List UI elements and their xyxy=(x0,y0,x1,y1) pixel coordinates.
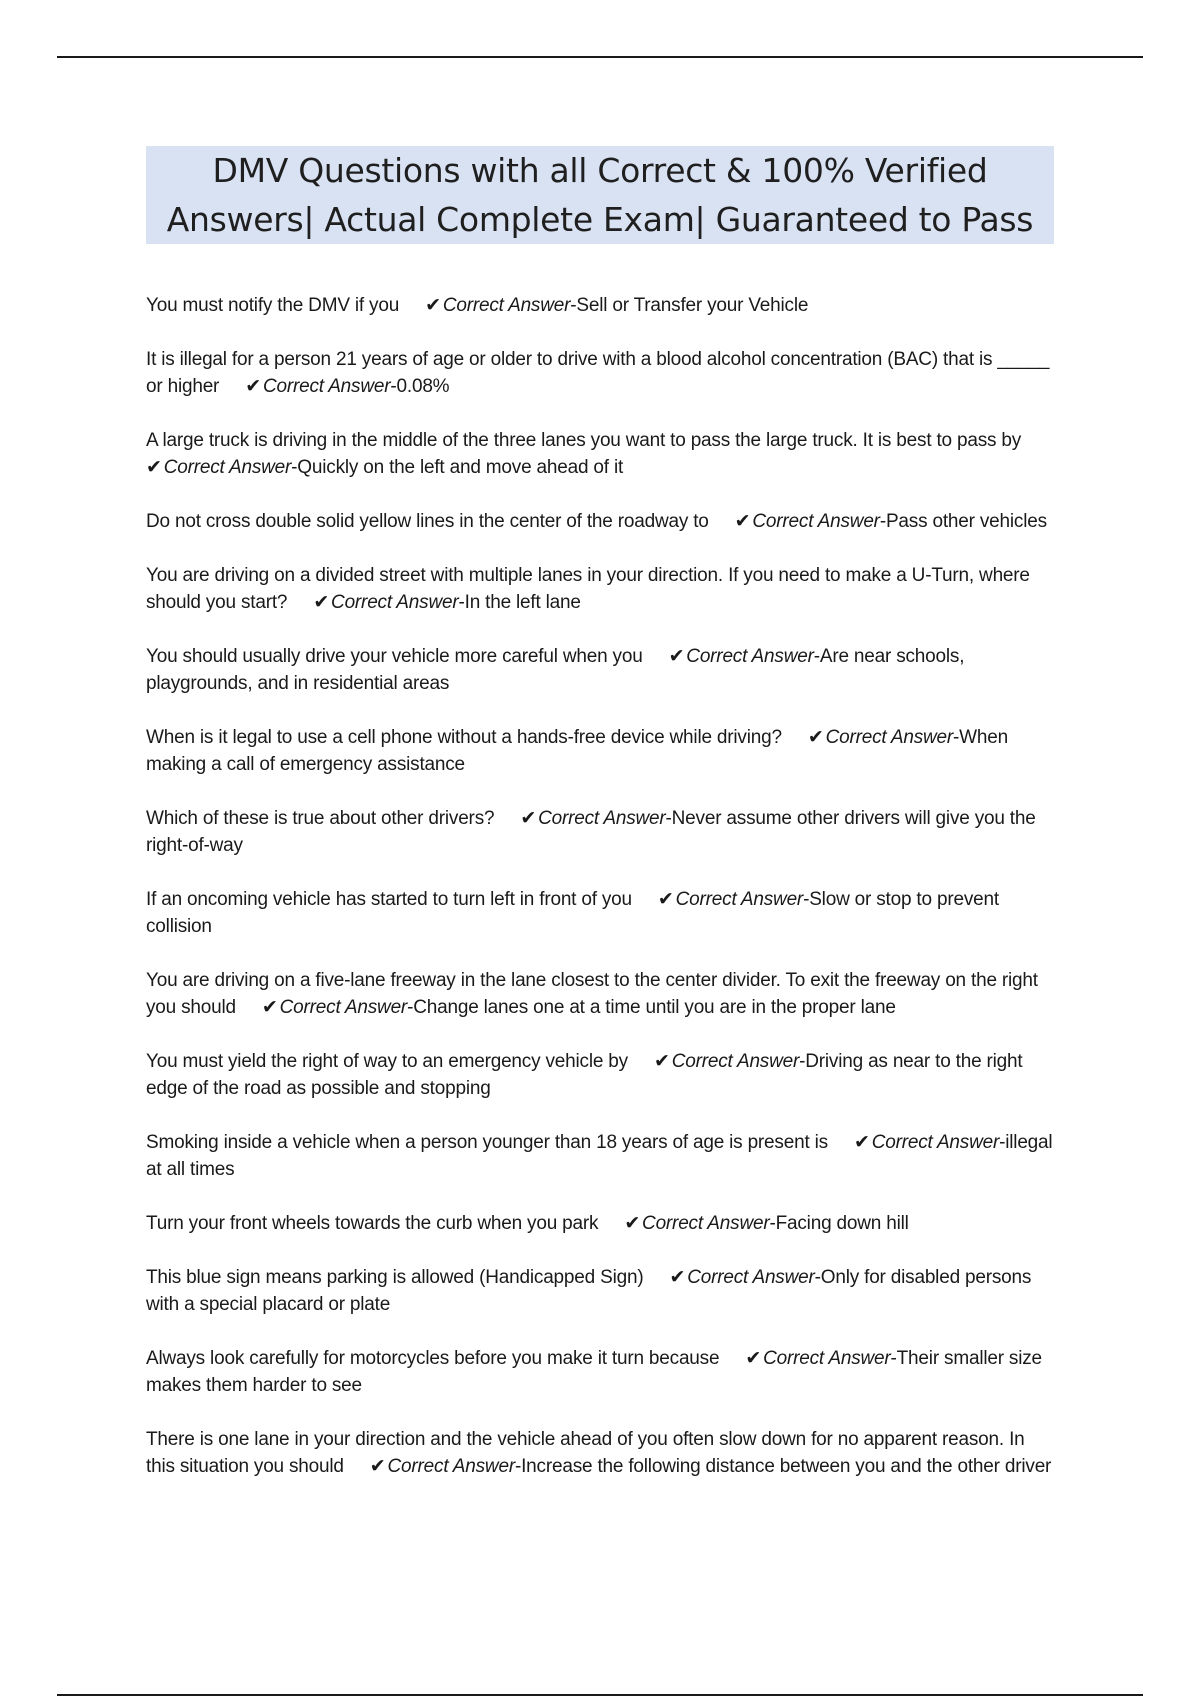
correct-answer-marker: Correct Answer xyxy=(675,889,804,910)
answer-text: Facing down hill xyxy=(775,1213,909,1234)
qa-item: You must notify the DMV if you ✔ Correct Answer-Sell or Transfer your Vehicle xyxy=(146,295,809,316)
title-banner xyxy=(146,146,1054,244)
question-text: There is one lane in your direction and the vehicle ahead of you often slow down for no apparent reason. In this situation you should xyxy=(146,1429,1025,1477)
check-icon: ✔ xyxy=(425,295,441,316)
check-icon: ✔ xyxy=(669,1267,686,1288)
question-text: You must yield the right of way to an emergency vehicle by xyxy=(146,1051,628,1072)
question-text: Smoking inside a vehicle when a person younger than 18 years of age is present is xyxy=(146,1132,828,1153)
qa-item: If an oncoming vehicle has started to turn left in front of you ✔ Correct Answer-Slow or stop to prevent collision xyxy=(146,889,999,937)
correct-answer-marker: Correct Answer xyxy=(279,997,408,1018)
correct-answer-marker: Correct Answer xyxy=(163,457,292,478)
check-icon: ✔ xyxy=(853,1132,870,1153)
question-text: Do not cross double solid yellow lines in the center of the roadway to xyxy=(146,511,709,532)
answer-text: Sell or Transfer your Vehicle xyxy=(576,295,809,316)
answer-text: Quickly on the left and move ahead of it xyxy=(297,457,624,478)
correct-answer-marker: Correct Answer xyxy=(871,1132,1000,1153)
correct-answer-marker: Correct Answer xyxy=(763,1348,891,1369)
qa-item: When is it legal to use a cell phone without a hands-free device while driving? ✔ Correct Answer-When making a call of emergency assistance xyxy=(146,727,1008,775)
check-icon: ✔ xyxy=(146,457,162,478)
check-icon: ✔ xyxy=(520,808,537,829)
answer-text: Are near schools, playgrounds, and in residential areas xyxy=(146,646,965,694)
answer-text: Driving as near to the right edge of the road as possible and stopping xyxy=(146,1051,1023,1099)
correct-answer-marker: Correct Answer xyxy=(687,1267,815,1288)
check-icon: ✔ xyxy=(745,1348,762,1369)
qa-item: This blue sign means parking is allowed (Handicapped Sign) ✔ Correct Answer-Only for disabled persons with a special placard or plate xyxy=(146,1267,1032,1315)
correct-answer-marker: Correct Answer xyxy=(442,295,571,316)
qa-item: It is illegal for a person 21 years of age or older to drive with a blood alcohol concentration (BAC) that is _____ or higher ✔ Correct Answer-0.08% xyxy=(146,349,1050,397)
correct-answer-marker: Correct Answer xyxy=(262,376,391,397)
qa-item: Always look carefully for motorcycles before you make it turn because ✔ Correct Answer-Their smaller size makes them harder to see xyxy=(146,1348,1042,1396)
question-text: It is illegal for a person 21 years of age or older to drive with a blood alcohol concentration (BAC) that is _____ or higher xyxy=(146,349,1050,397)
qa-item: Which of these is true about other drivers? ✔ Correct Answer-Never assume other drivers will give you the right-of-way xyxy=(146,808,1036,856)
answer-text: Increase the following distance between you and the other driver xyxy=(521,1456,1052,1477)
question-text: A large truck is driving in the middle of the three lanes you want to pass the large truck. It is best to pass by xyxy=(146,430,1022,451)
question-text: Which of these is true about other drivers? xyxy=(146,808,495,829)
document-title: DMV Questions with all Correct & 100% Verified Answers| Actual Complete Exam| Guaranteed to Pass xyxy=(166,151,1034,239)
question-text: Always look carefully for motorcycles before you make it turn because xyxy=(146,1348,720,1369)
qa-item: Smoking inside a vehicle when a person younger than 18 years of age is present is ✔ Correct Answer-illegal at all times xyxy=(146,1132,1053,1180)
check-icon: ✔ xyxy=(261,997,278,1018)
question-text: You should usually drive your vehicle more careful when you xyxy=(146,646,643,667)
check-icon: ✔ xyxy=(653,1051,670,1072)
answer-text: Their smaller size makes them harder to see xyxy=(146,1348,1042,1396)
question-text: When is it legal to use a cell phone without a hands-free device while driving? xyxy=(146,727,782,748)
question-text: You are driving on a divided street with multiple lanes in your direction. If you need to make a U-Turn, where should you start? xyxy=(146,565,1030,613)
answer-text: Pass other vehicles xyxy=(885,511,1047,532)
answer-text: Slow or stop to prevent collision xyxy=(146,889,999,937)
question-text: Turn your front wheels towards the curb when you park xyxy=(146,1213,599,1234)
check-icon: ✔ xyxy=(734,511,751,532)
qa-item: There is one lane in your direction and the vehicle ahead of you often slow down for no apparent reason. In this situation you should ✔ Correct Answer-Increase the following distance between you and the other driver xyxy=(146,1429,1052,1477)
correct-answer-marker: Correct Answer xyxy=(642,1213,770,1234)
qa-item: You are driving on a five-lane freeway in the lane closest to the center divider. To exit the freeway on the right you should ✔ Correct Answer-Change lanes one at a time until you are in the proper lane xyxy=(146,970,1038,1018)
top-rule xyxy=(57,56,1143,58)
bottom-rule xyxy=(57,1694,1143,1696)
qa-list xyxy=(146,292,1056,1507)
answer-text: illegal at all times xyxy=(146,1132,1053,1180)
question-text: If an oncoming vehicle has started to turn left in front of you xyxy=(146,889,632,910)
correct-answer-marker: Correct Answer xyxy=(686,646,814,667)
answer-text: Never assume other drivers will give you the right-of-way xyxy=(146,808,1036,856)
check-icon: ✔ xyxy=(668,646,685,667)
correct-answer-marker: Correct Answer xyxy=(752,511,880,532)
qa-item: A large truck is driving in the middle of the three lanes you want to pass the large truck. It is best to pass by✔ Correct Answer-Quickly on the left and move ahead of it xyxy=(146,430,1022,478)
qa-item: You must yield the right of way to an emergency vehicle by ✔ Correct Answer-Driving as near to the right edge of the road as possible and stopping xyxy=(146,1051,1023,1099)
check-icon: ✔ xyxy=(807,727,824,748)
qa-item: You are driving on a divided street with multiple lanes in your direction. If you need to make a U-Turn, where should you start? ✔ Correct Answer-In the left lane xyxy=(146,565,1030,613)
check-icon: ✔ xyxy=(313,592,330,613)
check-icon: ✔ xyxy=(624,1213,641,1234)
check-icon: ✔ xyxy=(657,889,674,910)
qa-item: Do not cross double solid yellow lines in the center of the roadway to ✔ Correct Answer-Pass other vehicles xyxy=(146,511,1047,532)
question-text: You must notify the DMV if you xyxy=(146,295,400,316)
check-icon: ✔ xyxy=(369,1456,386,1477)
question-text: You are driving on a five-lane freeway in the lane closest to the center divider. To exit the freeway on the right you should xyxy=(146,970,1038,1018)
question-text: This blue sign means parking is allowed (Handicapped Sign) xyxy=(146,1267,644,1288)
answer-text: In the left lane xyxy=(464,592,581,613)
qa-item: You should usually drive your vehicle more careful when you ✔ Correct Answer-Are near schools, playgrounds, and in residential areas xyxy=(146,646,965,694)
correct-answer-marker: Correct Answer xyxy=(387,1456,515,1477)
correct-answer-marker: Correct Answer xyxy=(825,727,954,748)
check-icon: ✔ xyxy=(245,376,261,397)
qa-item: Turn your front wheels towards the curb when you park ✔ Correct Answer-Facing down hill xyxy=(146,1213,909,1234)
answer-text: Change lanes one at a time until you are in the proper lane xyxy=(413,997,896,1018)
answer-text: 0.08% xyxy=(396,376,450,397)
correct-answer-marker: Correct Answer xyxy=(331,592,459,613)
answer-text: Only for disabled persons with a special placard or plate xyxy=(146,1267,1032,1315)
answer-text: When making a call of emergency assistance xyxy=(146,727,1008,775)
correct-answer-marker: Correct Answer xyxy=(538,808,666,829)
correct-answer-marker: Correct Answer xyxy=(671,1051,800,1072)
